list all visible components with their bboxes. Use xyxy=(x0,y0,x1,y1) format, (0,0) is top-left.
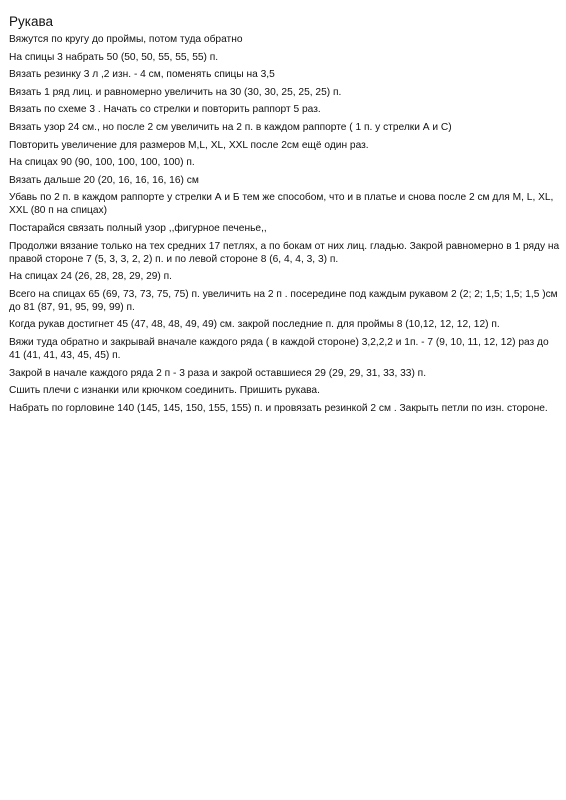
document-body xyxy=(9,13,561,419)
instruction-line: Сшить плечи с изнанки или крючком соединить. Пришить рукава. xyxy=(9,385,320,397)
instruction-line: Постарайся связать полный узор ,,фигурное печенье,, xyxy=(9,222,267,234)
instruction-line: Вязать дальше 20 (20, 16, 16, 16, 16) см xyxy=(9,174,199,186)
instruction-line: Вязать 1 ряд лиц. и равномерно увеличить на 30 (30, 30, 25, 25, 25) п. xyxy=(9,86,342,98)
instruction-line: Повторить увеличение для размеров M,L, XL, XXL после 2см ещё один раз. xyxy=(9,139,369,151)
document-title: Рукава xyxy=(9,14,53,29)
instruction-line: Всего на спицах 65 (69, 73, 73, 75, 75) п. увеличить на 2 п . посередине под каждым рукавом 2 (2; 2; 1,5; 1,5; 1,5 )см до 81 (87, 91, 95, 99, 99) п. xyxy=(9,288,558,313)
instruction-line: Вязать резинку 3 л ,2 изн. - 4 см, поменять спицы на 3,5 xyxy=(9,69,275,81)
instruction-line: Продолжи вязание только на тех средних 17 петлях, а по бокам от них лиц. гладью. Закрой равномерно в 1 ряду на правой стороне 7 (5, 3, 3, 2, 2) п. и по левой стороне 8 (6, 4, 4, 3, 3) п. xyxy=(9,240,560,265)
instruction-line: Закрой в начале каждого ряда 2 п - 3 раза и закрой оставшиеся 29 (29, 29, 31, 33, 33) п. xyxy=(9,367,427,379)
instruction-line: На спицах 90 (90, 100, 100, 100, 100) п. xyxy=(9,157,195,169)
instruction-line: На спицы 3 набрать 50 (50, 50, 55, 55, 55) п. xyxy=(9,51,219,63)
instruction-line: Вяжи туда обратно и закрывай вначале каждого ряда ( в каждой стороне) 3,2,2,2 и 1п. - 7 (9, 10, 11, 12, 12) раз до 41 (41, 41, 43, 45, 45) п. xyxy=(9,336,549,361)
instruction-line: Вяжутся по кругу до проймы, потом туда обратно xyxy=(9,34,243,45)
instruction-line: Убавь по 2 п. в каждом раппорте у стрелки А и Б тем же способом, что и в платье и снова после 2 см для M, L, XL, XXL (80 п на спицах) xyxy=(9,192,554,217)
instruction-line: Набрать по горловине 140 (145, 145, 150, 155, 155) п. и провязать резинкой 2 см . Закрыть петли по изн. стороне. xyxy=(9,402,548,414)
instruction-line: Вязать узор 24 см., но после 2 см увеличить на 2 п. в каждом раппорте ( 1 п. у стрелки А и С) xyxy=(9,121,452,133)
instruction-line: Когда рукав достигнет 45 (47, 48, 48, 49, 49) см. закрой последние п. для проймы 8 (10,12, 12, 12, 12) п. xyxy=(9,319,500,331)
instruction-line: На спицах 24 (26, 28, 28, 29, 29) п. xyxy=(9,271,173,283)
instruction-line: Вязать по схеме 3 . Начать со стрелки и повторить раппорт 5 раз. xyxy=(9,104,321,116)
